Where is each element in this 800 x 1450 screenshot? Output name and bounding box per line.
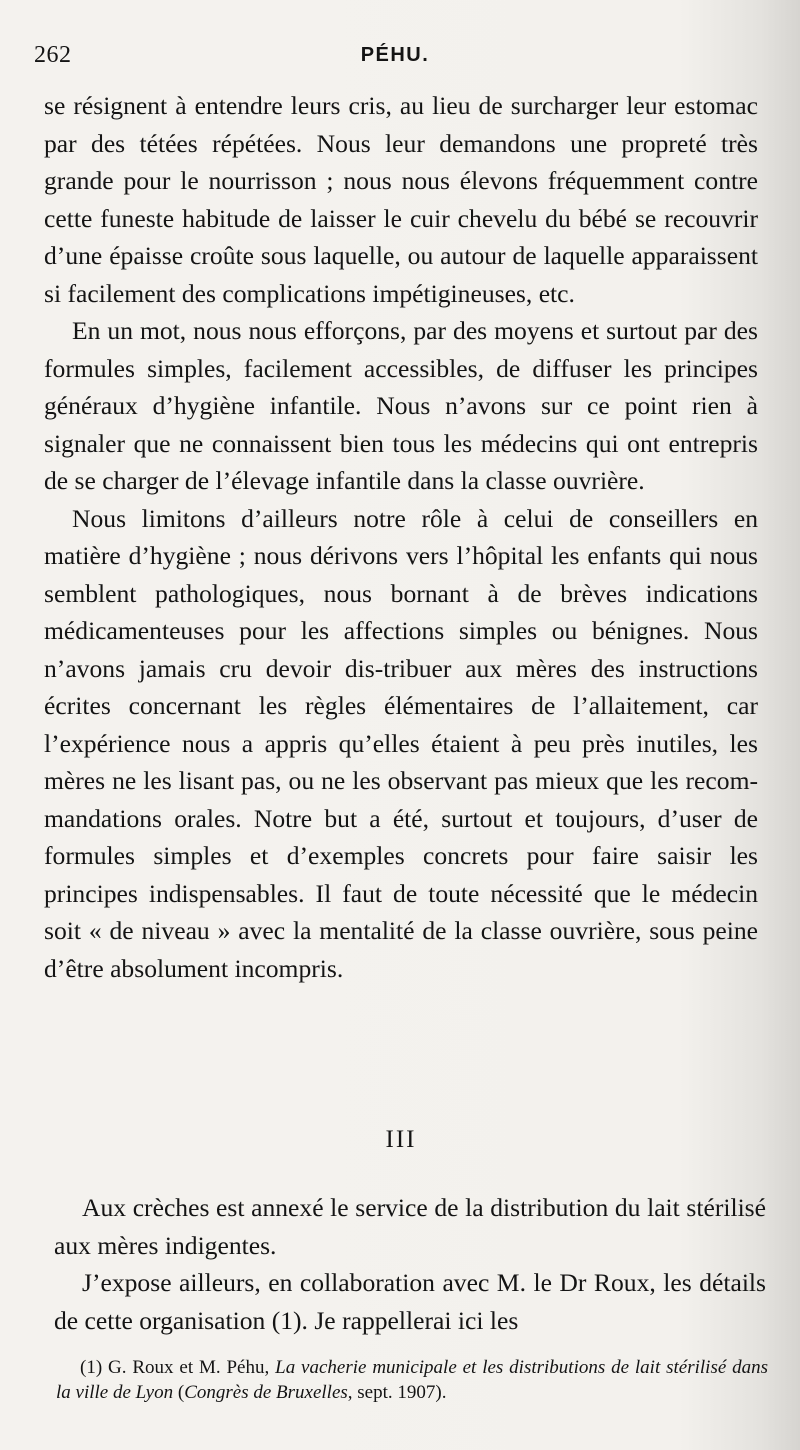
paragraph: Aux crèches est annexé le service de la distribution du lait stérilisé aux mères indigentes. [54, 1193, 766, 1260]
footnote-title: La vacherie municipale et les distributions de lait stérilisé dans la ville de Lyon [56, 1357, 769, 1403]
paragraph: Nous limitons d’ailleurs notre rôle à celui de conseillers en matière d’hygiène ; nous dérivons vers l’hôpital les enfants qui nous semblent pathologiques, nous bornant à de brèves indications médicamenteuses pour les affections simples ou bénignes. Nous n’avons jamais cru devoir dis-tribuer aux mères des instructions écrites concernant les règles élémentaires de l’allaitement, car l’expérience nous a appris qu’elles étaient à peu près inutiles, les mères ne les lisant pas, ou ne les observant pas mieux que les recom-mandations orales. Notre but a été, surtout et toujours, d’user de formules simples et d’exemples concrets pour faire saisir les principes indispensables. Il faut de toute nécessité que le médecin soit « de niveau » avec la mentalité de la classe ouvrière, sous peine d’être absolument incompris. [44, 503, 758, 983]
footnote-source-title: Congrès de Bruxelles [184, 1382, 348, 1403]
running-head: PÉHU. [360, 44, 430, 66]
footnote-marker: (1) [80, 1357, 103, 1378]
page-number: 262 [34, 42, 72, 68]
footnote [56, 1355, 768, 1405]
footnote-source-open: ( [177, 1382, 185, 1403]
section-heading: III [385, 1126, 417, 1153]
paragraph: se résignent à entendre leurs cris, au lieu de surcharger leur estomac par des tétées répétées. Nous leur demandons une propreté très grande pour le nourrisson ; nous nous élevons fréquemment contre cette funeste habitude de laisser le cuir chevelu du bébé se recouvrir d’une épaisse croûte sous laquelle, ou autour de laquelle apparaissent si facilement des complications impétigineuses, etc. [44, 91, 758, 308]
paragraph: J’expose ailleurs, en collaboration avec M. le Dr Roux, les détails de cette organisation (1). Je rappellerai ici les [54, 1268, 766, 1335]
page-header [34, 42, 756, 72]
paragraph: En un mot, nous nous efforçons, par des moyens et surtout par des formules simples, facilement accessibles, de diffuser les principes généraux d’hygiène infantile. Nous n’avons sur ce point rien à signaler que ne connaissent bien tous les médecins qui ont entrepris de se charger de l’élevage infantile dans la classe ouvrière. [44, 316, 758, 495]
footnote-source-rest: , sept. 1907). [347, 1382, 447, 1403]
body-text-upper [44, 87, 758, 987]
footnote-authors: G. Roux et M. Péhu, [108, 1357, 270, 1378]
body-text-lower [54, 1189, 766, 1339]
